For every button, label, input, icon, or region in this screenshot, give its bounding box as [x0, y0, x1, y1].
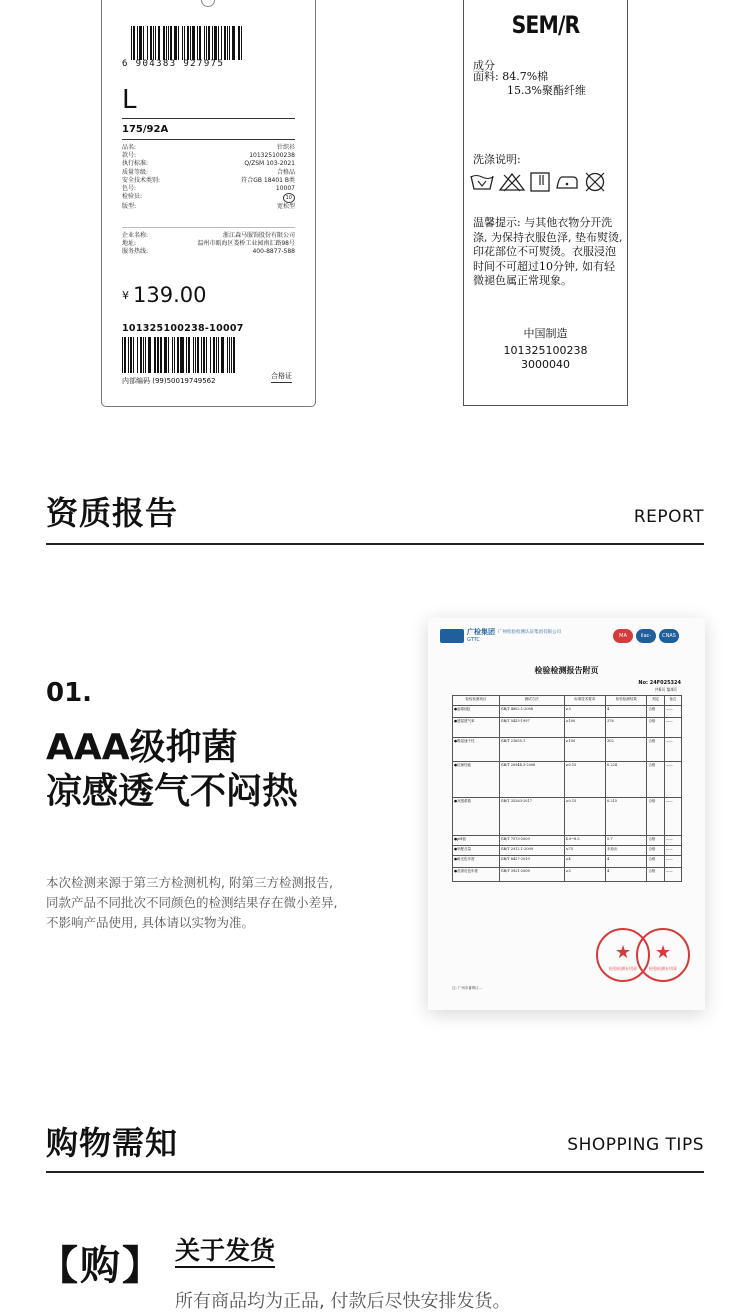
report-table-cell: —— [664, 846, 681, 856]
headline-line: 凉感透气不闷热 [46, 771, 299, 812]
report-table-cell: 4 [606, 868, 647, 882]
report-table-cell: ●起球(级) [453, 706, 500, 718]
report-table-cell: ●吸湿速干性 [453, 738, 500, 762]
report-table-cell: GB/T 7573-2009 [499, 836, 564, 846]
care-code: 101325100238 [503, 344, 588, 357]
test-report-image [428, 618, 705, 1010]
ma-mark-icon: MA [613, 629, 633, 643]
report-table-header: 检验检测项目 [453, 696, 500, 706]
report-table-cell: 合格 [647, 718, 664, 738]
barcode-bar [174, 26, 177, 60]
composition [473, 70, 586, 98]
hang-tag [101, 0, 316, 407]
barcode-bar [210, 337, 211, 373]
barcode-bar [206, 26, 207, 60]
report-logo-text: 广检集团 [467, 628, 495, 636]
report-table-cell: —— [664, 868, 681, 882]
barcode-bar [133, 337, 134, 373]
tag-info-value: 10007 [275, 185, 295, 193]
report-table-cell: ≥3 [564, 706, 605, 718]
barcode-bar [195, 337, 196, 373]
barcode-bar [197, 337, 199, 373]
report-table-cell: 5.7 [606, 836, 647, 846]
report-table-cell: 合格 [647, 868, 664, 882]
tumble-dry-icon [529, 171, 551, 193]
barcode-bar [153, 26, 154, 60]
brand-logo: SEM/R [511, 11, 580, 39]
report-table-row [453, 798, 682, 836]
price-value: 139.00 [133, 283, 207, 307]
barcode-bar [221, 26, 222, 60]
tag-info-value: 101325100238 [249, 152, 295, 160]
report-table-cell: —— [664, 836, 681, 846]
description-line: 同款产品不同批次不同颜色的检测结果存在微小差异, [46, 895, 338, 910]
section-title-report-en: REPORT [633, 507, 704, 527]
section-title-shopping: 购物需知 [46, 1124, 179, 1162]
tag-info-key: 质量等级: [122, 168, 149, 176]
tag-internal-code: 内部编码 (99)50019749562 [122, 377, 216, 385]
barcode-bar [216, 337, 217, 373]
tag-info-row [122, 232, 295, 240]
report-table-row [453, 738, 682, 762]
barcode-bar [148, 337, 151, 373]
tag-info-value: 10 [283, 193, 295, 203]
report-table-cell: 376 [606, 718, 647, 738]
tag-info-key: 检验员: [122, 193, 143, 201]
barcode-bar [164, 337, 167, 373]
description-line: 本次检测来源于第三方检测机构, 附第三方检测报告, [46, 875, 333, 890]
report-table-cell: ●pH值 [453, 836, 500, 846]
tag-divider [122, 227, 295, 228]
report-table-cell: GB/T 3921-2008 [499, 868, 564, 882]
report-table-cell: 合格 [647, 706, 664, 718]
care-label [463, 0, 628, 406]
barcode-bar [186, 337, 187, 373]
barcode-bar [238, 26, 240, 60]
report-table-header: 备注 [664, 696, 681, 706]
report-table-cell: ●耐光色牢度 [453, 856, 500, 868]
barcode-bar [154, 337, 156, 373]
composition-line: 面料: 84.7%棉 [473, 70, 549, 83]
barcode-bar [180, 337, 181, 373]
barcode-bar [166, 26, 167, 60]
tag-info-row [122, 185, 295, 193]
barcode-bar [147, 26, 148, 60]
barcode-bar [188, 337, 190, 373]
report-table-cell: —— [664, 718, 681, 738]
barcode-bar [177, 337, 179, 373]
barcode-bar [231, 337, 232, 373]
barcode-bar [213, 337, 215, 373]
tag-info-key: 色号: [122, 185, 137, 193]
barcode-bar [233, 337, 235, 373]
report-table-header: 检验检测结果 [606, 696, 647, 706]
barcode-bar [137, 337, 138, 373]
barcode-bar [229, 337, 230, 373]
barcode-bar [218, 337, 219, 373]
made-in: 中国制造 [523, 327, 568, 340]
report-table-row [453, 762, 682, 798]
report-table-cell: —— [664, 738, 681, 762]
tag-info-value: 符合GB 18401 B类 [241, 176, 295, 184]
barcode-bar [227, 26, 228, 60]
tip-title: 关于发货 [175, 1236, 275, 1268]
barcode-bar [190, 26, 191, 60]
barcode-bar [204, 26, 205, 60]
tag-company-list [122, 232, 295, 257]
tag-info-list [122, 144, 295, 212]
barcode-bar [203, 337, 206, 373]
report-table-cell: 合格 [647, 846, 664, 856]
tag-price [122, 283, 206, 307]
report-table-row [453, 868, 682, 882]
barcode-bar [184, 26, 185, 60]
report-table-row [453, 836, 682, 846]
barcode-bar [158, 26, 161, 60]
composition-line: 15.3%聚酯纤维 [507, 84, 586, 97]
barcode-bar [170, 26, 172, 60]
report-table-cell: 302 [606, 738, 647, 762]
feature-description [46, 873, 337, 933]
tag-info-key: 版型: [122, 203, 137, 211]
barcode-bar [224, 26, 226, 60]
warm-tip: 温馨提示: 与其他衣物分开洗涤, 为保持衣服色泽, 垫布熨烫, 印花部位不可熨烫。衣服浸泡时间不可超过10分钟, 如有轻微褪色属正常现象。 [473, 216, 623, 288]
report-table-row [453, 718, 682, 738]
tag-item-code: 101325100238-10007 [122, 323, 244, 334]
report-table-cell: GB/T 4802.1-2008 [499, 706, 564, 718]
barcode-bar [139, 26, 142, 60]
tag-info-key: 安全技术类别: [122, 176, 161, 184]
report-table-cell: ●甲醛含量 [453, 846, 500, 856]
report-table-cell: ≥100 [564, 738, 605, 762]
report-cert-marks [613, 629, 679, 653]
tag-info-row [122, 193, 295, 203]
tag-info-value: 针织衫 [276, 144, 295, 151]
report-table-cell: 合格 [647, 798, 664, 836]
report-table-cell: 4 [606, 706, 647, 718]
report-table-header: 判定 [647, 696, 664, 706]
tag-info-row [122, 248, 295, 256]
barcode-bar [229, 26, 230, 60]
tag-divider [122, 139, 295, 140]
report-table-header: 测试方法 [499, 696, 564, 706]
report-table-cell: ≥100 [564, 718, 605, 738]
tag-info-row [122, 169, 295, 177]
barcode-bar [214, 26, 217, 60]
barcode-bar [130, 337, 133, 373]
report-table-cell: ●抗菌性能 [453, 762, 500, 798]
barcode-bar [206, 337, 207, 373]
section-title-shopping-en: SHOPPING TIPS [567, 1135, 704, 1155]
barcode-bar [178, 26, 179, 60]
barcode-bar [241, 26, 242, 60]
report-table-cell: 未检出 [606, 846, 647, 856]
report-table-cell: GB/T 20944.3-2008 [499, 762, 564, 798]
barcode-bar [133, 26, 135, 60]
report-table-cell: ≥0.15 [564, 762, 605, 798]
barcode-bar [192, 26, 195, 60]
barcode-bar [145, 337, 146, 373]
barcode-bar [227, 337, 229, 373]
tag-info-value: 合格品 [276, 168, 295, 176]
barcode-bar [155, 26, 156, 60]
tag-cert: 合格证 [271, 371, 292, 383]
report-table-cell: ≥4 [564, 856, 605, 868]
wash-40-icon [469, 171, 495, 193]
report-table-cell: —— [664, 798, 681, 836]
barcode-bar [168, 26, 169, 60]
report-table-cell: —— [664, 762, 681, 798]
barcode-bar [187, 26, 189, 60]
report-table-cell: GB/T 8427-2019 [499, 856, 564, 868]
report-table [452, 695, 682, 882]
report-page: 共6页 第4页 [654, 687, 677, 692]
report-number: No: 24F025324 [638, 680, 681, 686]
barcode-bar [157, 337, 158, 373]
report-institute: 广州检验检测认证集团有限公司 [498, 630, 561, 635]
barcode-bar [168, 337, 169, 373]
wash-title: 洗涤说明: [473, 153, 521, 166]
report-table-cell: 4.0~8.5 [564, 836, 605, 846]
report-table-cell: 4 [606, 856, 647, 868]
cnas-mark-icon: CNAS [659, 629, 679, 643]
barcode-bar [160, 337, 162, 373]
tag-info-key: 执行标准: [122, 160, 149, 168]
tag-info-value: 浙江森马服饰股份有限公司 [222, 232, 295, 239]
barcode-bar [158, 337, 159, 373]
barcode-bar [199, 26, 201, 60]
barcode-bar [193, 337, 194, 373]
care-code: 3000040 [521, 358, 570, 371]
tag-size: L [122, 85, 137, 115]
section-divider [46, 1171, 704, 1173]
report-table-cell: GB/T 35263-2017 [499, 798, 564, 836]
barcode-bar [128, 337, 129, 373]
barcode-bar [131, 26, 132, 60]
seal-text: 检验检测专用章 [609, 966, 637, 971]
feature-headline [46, 726, 298, 814]
tip-mark: 【购】 [38, 1243, 164, 1289]
tip-text: 所有商品均为正品, 付款后尽快安排发货。 [175, 1291, 511, 1312]
report-table-cell: ●洗涤后色牢度 [453, 868, 500, 882]
barcode-bottom [122, 337, 237, 373]
tag-info-row [122, 160, 295, 168]
report-table-cell: ≥3 [564, 868, 605, 882]
barcode-bar [150, 26, 152, 60]
barcode-bar [143, 337, 144, 373]
barcode-bar [172, 337, 173, 373]
tag-fit-size: 175/92A [122, 124, 169, 135]
currency-symbol: ¥ [122, 289, 129, 302]
barcode-bar [182, 26, 183, 60]
barcode-bar [212, 26, 213, 60]
iron-low-icon [554, 171, 580, 193]
report-table-cell: 合格 [647, 762, 664, 798]
barcode-bar [232, 26, 235, 60]
report-table-cell: GB/T 21655.1 [499, 738, 564, 762]
report-footer: 注: 广州市番禺区... [452, 986, 483, 990]
feature-number: 01. [46, 678, 93, 708]
report-table-cell: ≥0.15 [564, 798, 605, 836]
barcode-bar [174, 337, 175, 373]
report-table-cell: ≤75 [564, 846, 605, 856]
barcode-bar [140, 337, 142, 373]
report-table-cell: 合格 [647, 738, 664, 762]
barcode-bar [143, 26, 144, 60]
report-table-cell: —— [664, 706, 681, 718]
barcode-bar [137, 26, 138, 60]
tag-info-key: 企业名称: [122, 232, 149, 239]
tag-info-value: 400-8877-588 [252, 248, 295, 256]
barcode-bar [181, 337, 184, 373]
report-table-cell: ●凉感系数 [453, 798, 500, 836]
tag-info-key: 地址: [122, 240, 137, 248]
no-bleach-icon [498, 171, 526, 193]
tag-hole [201, 0, 215, 7]
report-table-row [453, 706, 682, 718]
report-table-cell: GB/T 2912.1-2009 [499, 846, 564, 856]
report-logo-sub: GTTC [467, 637, 480, 643]
no-dryclean-icon [583, 171, 607, 193]
tag-info-value: 宽松型 [276, 203, 295, 211]
composition-title: 成分 [473, 59, 495, 72]
report-table-cell: 0.215 [606, 798, 647, 836]
barcode-bar [208, 26, 210, 60]
headline-line: AAA级抑菌 [46, 727, 238, 768]
barcode-bar [218, 26, 219, 60]
barcode-bar [122, 337, 123, 373]
report-title: 检验检测报告附页 [534, 665, 599, 675]
report-logo [440, 628, 495, 644]
tag-info-row [122, 177, 295, 185]
ilac-mark-icon: ilac-MRA [636, 629, 656, 643]
barcode-bar [201, 337, 202, 373]
seal-text: 检验检测专用章 [649, 966, 677, 971]
report-table-row [453, 856, 682, 868]
report-table-cell: —— [664, 856, 681, 868]
tag-info-key: 服务热线: [122, 248, 149, 256]
report-table-cell: 0.224 [606, 762, 647, 798]
tag-divider [122, 118, 295, 119]
report-table-cell: GB/T 5453-1997 [499, 718, 564, 738]
care-icons [469, 171, 607, 193]
tag-info-row [122, 144, 295, 152]
tag-info-row [122, 203, 295, 211]
tag-info-key: 品名: [122, 144, 137, 151]
description-line: 不影响产品使用, 具体请以实物为准。 [46, 915, 254, 930]
barcode-bar [163, 26, 165, 60]
red-seal-icon [636, 928, 690, 982]
section-divider [46, 543, 704, 545]
report-table-cell: ●透湿透气率 [453, 718, 500, 738]
barcode-bar [221, 337, 224, 373]
report-table-cell: 合格 [647, 856, 664, 868]
report-table-row [453, 846, 682, 856]
report-table-header: 标准技术要求 [564, 696, 605, 706]
tag-info-value: Q/ZSM 103-2021 [244, 160, 295, 168]
section-title-report: 资质报告 [46, 494, 179, 532]
barcode-bar [124, 337, 126, 373]
barcode-bar [197, 26, 198, 60]
barcode-top [131, 26, 243, 60]
tag-info-value: 温州市瓯海区娄桥工业园南汇路98号 [197, 240, 295, 248]
gttc-logo-icon [440, 629, 464, 643]
report-table-cell: 合格 [647, 836, 664, 846]
barcode-digits: 6 904383 927975 [122, 59, 225, 69]
tag-info-key: 款号: [122, 152, 137, 160]
